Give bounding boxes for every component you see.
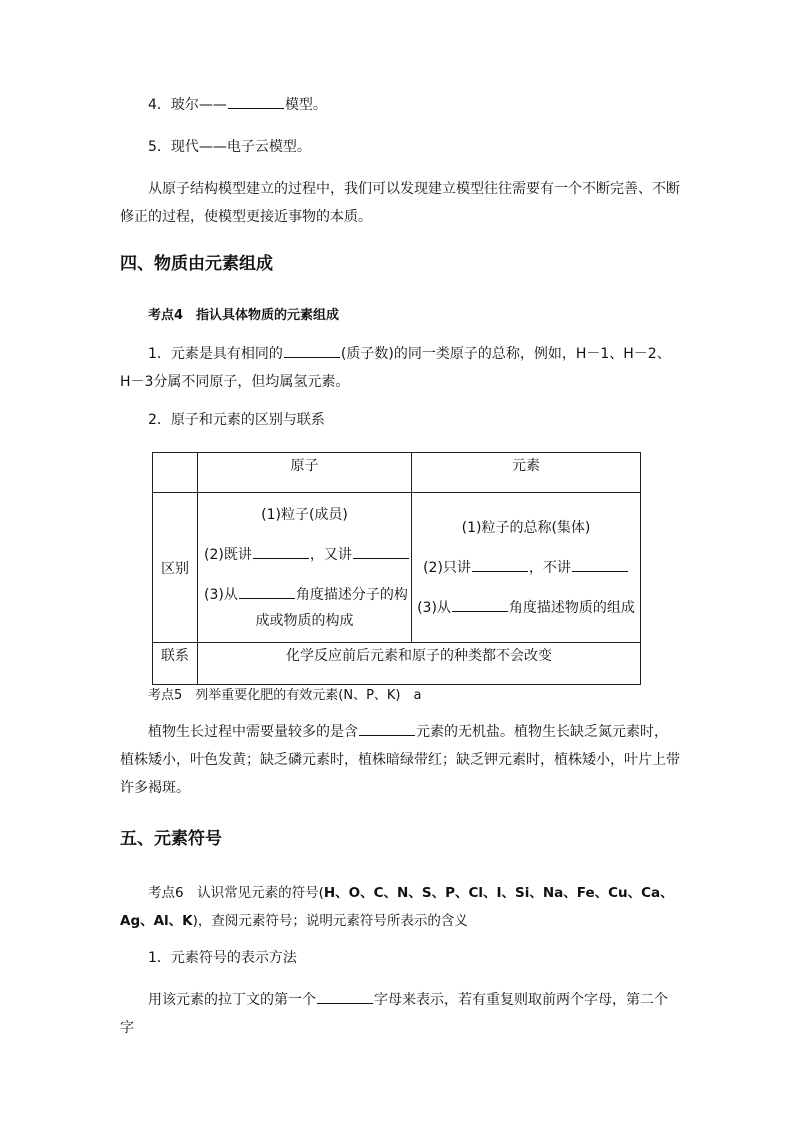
link-cell: 化学反应前后元素和原子的种类都不会改变	[198, 643, 641, 685]
element-definition: 1．元素是具有相同的 (质子数)的同一类原子的总称，例如，H－1、H－2、H－3分属不同原子，但均属氢元素。	[120, 340, 680, 396]
kaodian-5: 考点5 列举重要化肥的有效元素(N、P、K) a	[148, 688, 422, 703]
atom-element-title: 2．原子和元素的区别与联系	[148, 412, 325, 428]
section-5-heading: 五、元素符号	[120, 829, 222, 849]
fill-blank[interactable]	[572, 557, 628, 572]
row-label-diff: 区别	[153, 493, 198, 643]
fill-blank[interactable]	[359, 721, 415, 736]
fill-blank[interactable]	[284, 343, 340, 358]
header-atom: 原子	[198, 453, 412, 493]
atom-diff-cell: (1)粒子(成员) (2)既讲 ，又讲 (3)从 角度描述分子的构 成或物质的构成	[198, 493, 412, 643]
fill-blank[interactable]	[452, 597, 508, 612]
summary-paragraph: 从原子结构模型建立的过程中，我们可以发现建立模型往往需要有一个不断完善、不断修正的过程，使模型更接近事物的本质。	[120, 181, 680, 225]
kaodian-4: 考点4 指认具体物质的元素组成	[148, 308, 340, 323]
symbol-method-title: 1．元素符号的表示方法	[148, 950, 297, 966]
fill-blank[interactable]	[253, 544, 309, 559]
header-element: 元素	[412, 453, 641, 493]
item-5: 5．现代——电子云模型。	[148, 139, 311, 155]
fill-blank[interactable]	[239, 584, 295, 599]
fill-blank[interactable]	[472, 557, 528, 572]
item-4: 4．玻尔—— 模型。	[148, 91, 680, 119]
symbol-method-paragraph: 用该元素的拉丁文的第一个 字母来表示，若有重复则取前两个字母，第二个字	[120, 986, 680, 1042]
fertilizer-paragraph: 植物生长过程中需要量较多的是含 元素的无机盐。植物生长缺乏氮元素时，植株矮小，叶色发黄；缺乏磷元素时，植株暗绿带红；缺乏钾元素时，植株矮小，叶片上带许多褐斑。	[120, 718, 680, 802]
fill-blank[interactable]	[353, 544, 409, 559]
fill-blank[interactable]	[228, 94, 284, 109]
table-corner	[153, 453, 198, 493]
section-4-heading: 四、物质由元素组成	[120, 254, 273, 274]
atom-element-table	[152, 452, 641, 685]
row-label-link: 联系	[153, 643, 198, 685]
element-diff-cell: (1)粒子的总称(集体) (2)只讲 ，不讲 (3)从 角度描述物质的组成	[412, 493, 641, 643]
fill-blank[interactable]	[317, 989, 373, 1004]
kaodian-6: 考点6 认识常见元素的符号(H、O、C、N、S、P、Cl、I、Si、Na、Fe、Cu、Ca、Ag、Al、K)，查阅元素符号；说明元素符号所表示的含义	[120, 885, 674, 929]
